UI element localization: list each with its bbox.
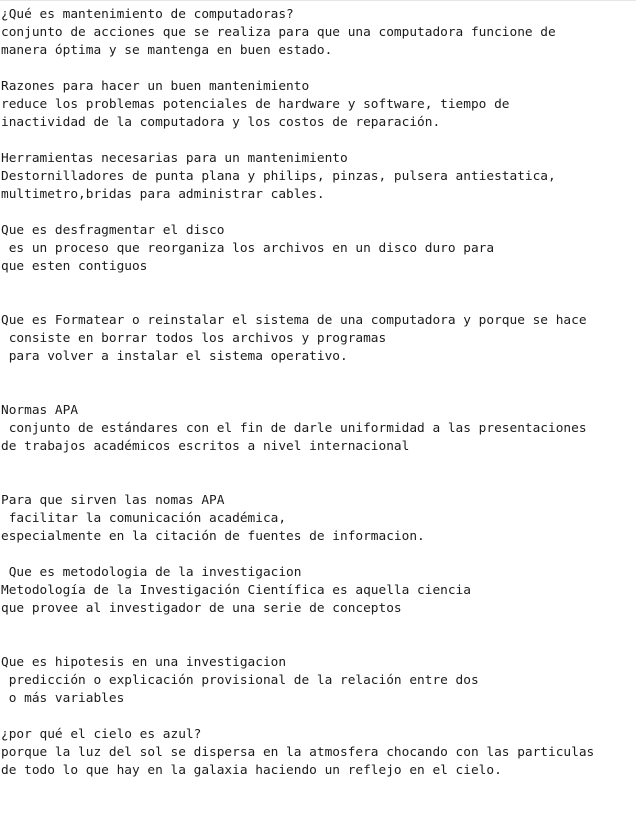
text-line: especialmente en la citación de fuentes de informacion. — [1, 529, 425, 544]
text-line: Que es metodologia de la investigacion — [1, 565, 302, 580]
text-line — [1, 456, 636, 474]
text-line — [1, 474, 636, 492]
text-line: predicción o explicación provisional de la relación entre dos — [1, 673, 479, 688]
text-line: Que es hipotesis en una investigacion — [1, 655, 287, 670]
text-line: inactividad de la computadora y los costos de reparación. — [1, 115, 441, 130]
text-line: Que es Formatear o reinstalar el sistema de una computadora y porque se hace — [1, 313, 587, 328]
text-line: que provee al investigador de una serie de conceptos — [1, 601, 402, 616]
text-line — [1, 546, 636, 564]
document-text-area[interactable] — [1, 6, 636, 780]
text-line: Que es desfragmentar el disco — [1, 223, 225, 238]
text-line — [1, 276, 636, 294]
text-line: conjunto de estándares con el fin de darle uniformidad a las presentaciones — [1, 421, 587, 436]
text-line: de trabajos académicos escritos a nivel internacional — [1, 439, 410, 454]
text-line: ¿por qué el cielo es azul? — [1, 727, 202, 742]
text-line: facilitar la comunicación académica, — [1, 511, 287, 526]
text-line — [1, 708, 636, 726]
text-line — [1, 636, 636, 654]
text-line — [1, 384, 636, 402]
text-line: multimetro,bridas para administrar cables. — [1, 187, 325, 202]
text-line: de todo lo que hay en la galaxia haciendo un reflejo en el cielo. — [1, 763, 502, 778]
text-line: manera óptima y se mantenga en buen estado. — [1, 43, 333, 58]
text-line — [1, 294, 636, 312]
text-line — [1, 366, 636, 384]
text-line — [1, 132, 636, 150]
text-line: Herramientas necesarias para un mantenimiento — [1, 151, 348, 166]
text-line: porque la luz del sol se dispersa en la atmosfera chocando con las particulas — [1, 745, 595, 760]
text-line: que esten contiguos — [1, 259, 148, 274]
text-line: para volver a instalar el sistema operativo. — [1, 349, 348, 364]
text-line: o más variables — [1, 691, 125, 706]
text-line: reduce los problemas potenciales de hardware y software, tiempo de — [1, 97, 510, 112]
text-line: Para que sirven las nomas APA — [1, 493, 225, 508]
text-line: es un proceso que reorganiza los archivos en un disco duro para — [1, 241, 495, 256]
text-line: conjunto de acciones que se realiza para que una computadora funcione de — [1, 25, 556, 40]
text-line: Razones para hacer un buen mantenimiento — [1, 79, 310, 94]
text-line — [1, 618, 636, 636]
text-line: Metodología de la Investigación Científica es aquella ciencia — [1, 583, 471, 598]
text-line: consiste en borrar todos los archivos y programas — [1, 331, 387, 346]
text-line: ¿Qué es mantenimiento de computadoras? — [1, 7, 294, 22]
text-line: Destornilladores de punta plana y philips, pinzas, pulsera antiestatica, — [1, 169, 556, 184]
text-line — [1, 60, 636, 78]
text-line — [1, 204, 636, 222]
text-line: Normas APA — [1, 403, 79, 418]
top-divider — [0, 0, 636, 1]
